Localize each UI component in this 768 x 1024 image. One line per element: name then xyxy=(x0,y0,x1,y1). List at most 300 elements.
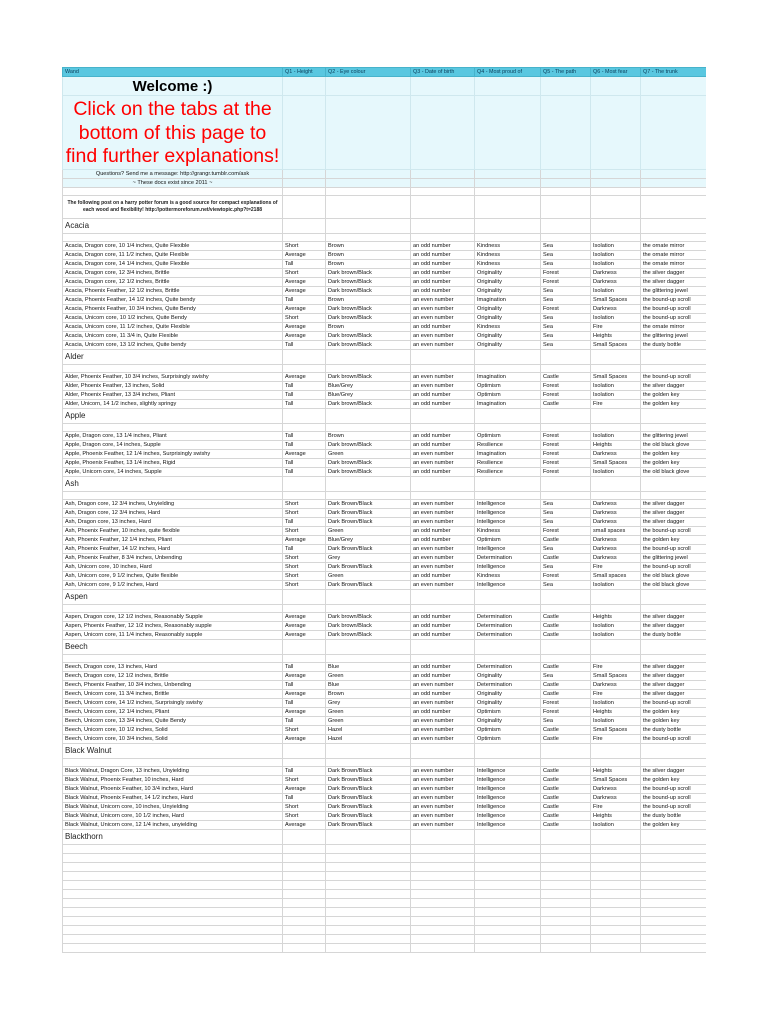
empty-cell[interactable] xyxy=(475,871,541,880)
empty-cell[interactable] xyxy=(283,853,326,862)
wand-cell[interactable]: Aspen, Unicorn core, 11 1/4 inches, Reasonably supple xyxy=(63,630,283,639)
answer-cell[interactable]: the ornate mirror xyxy=(641,259,707,268)
answer-cell[interactable]: Imagination xyxy=(475,372,541,381)
answer-cell[interactable]: Tall xyxy=(283,259,326,268)
answer-cell[interactable]: Green xyxy=(326,449,411,458)
answer-cell[interactable]: Small Spaces xyxy=(591,372,641,381)
empty-cell[interactable] xyxy=(283,862,326,871)
answer-cell[interactable]: Small Spaces xyxy=(591,725,641,734)
empty-cell[interactable] xyxy=(475,943,541,952)
answer-cell[interactable]: an even number xyxy=(411,784,475,793)
answer-cell[interactable]: the golden key xyxy=(641,535,707,544)
answer-cell[interactable]: Heights xyxy=(591,612,641,621)
answer-cell[interactable]: Castle xyxy=(541,535,591,544)
answer-cell[interactable]: an even number xyxy=(411,580,475,589)
empty-cell[interactable] xyxy=(475,654,541,662)
answer-cell[interactable]: Small spaces xyxy=(591,571,641,580)
empty-cell[interactable] xyxy=(591,589,641,604)
answer-cell[interactable]: Dark brown/Black xyxy=(326,268,411,277)
answer-cell[interactable]: Short xyxy=(283,562,326,571)
empty-cell[interactable] xyxy=(641,491,707,499)
answer-cell[interactable]: Short xyxy=(283,802,326,811)
questions-link[interactable]: Questions? Send me a message: http://grangr.tumblr.com/ask xyxy=(63,169,283,178)
answer-cell[interactable]: Isolation xyxy=(591,390,641,399)
wand-cell[interactable]: Apple, Dragon core, 13 1/4 inches, Pliant xyxy=(63,431,283,440)
answer-cell[interactable]: Dark brown/Black xyxy=(326,612,411,621)
answer-cell[interactable]: Darkness xyxy=(591,793,641,802)
empty-cell[interactable] xyxy=(641,916,707,925)
answer-cell[interactable]: Forest xyxy=(541,449,591,458)
answer-cell[interactable]: an even number xyxy=(411,313,475,322)
empty-cell[interactable] xyxy=(326,604,411,612)
empty-cell[interactable] xyxy=(541,844,591,853)
answer-cell[interactable]: Small Spaces xyxy=(591,295,641,304)
empty-cell[interactable] xyxy=(641,589,707,604)
empty-cell[interactable] xyxy=(283,218,326,233)
answer-cell[interactable]: Intelligence xyxy=(475,517,541,526)
answer-cell[interactable]: Forest xyxy=(541,526,591,535)
empty-cell[interactable] xyxy=(411,589,475,604)
empty-cell[interactable] xyxy=(475,889,541,898)
answer-cell[interactable]: Determination xyxy=(475,630,541,639)
wood-heading[interactable]: Acacia xyxy=(63,218,283,233)
empty-cell[interactable] xyxy=(591,925,641,934)
empty-cell[interactable] xyxy=(63,654,283,662)
answer-cell[interactable]: Isolation xyxy=(591,698,641,707)
answer-cell[interactable]: Average xyxy=(283,621,326,630)
answer-cell[interactable]: Average xyxy=(283,689,326,698)
answer-cell[interactable]: Sea xyxy=(541,544,591,553)
answer-cell[interactable]: an even number xyxy=(411,775,475,784)
empty-cell[interactable] xyxy=(591,844,641,853)
answer-cell[interactable]: Darkness xyxy=(591,784,641,793)
empty-cell[interactable] xyxy=(411,907,475,916)
answer-cell[interactable]: Castle xyxy=(541,689,591,698)
answer-cell[interactable]: Optimism xyxy=(475,734,541,743)
answer-cell[interactable]: Tall xyxy=(283,390,326,399)
answer-cell[interactable]: Tall xyxy=(283,716,326,725)
answer-cell[interactable]: Grey xyxy=(326,553,411,562)
empty-cell[interactable] xyxy=(63,853,283,862)
empty-cell[interactable] xyxy=(541,218,591,233)
answer-cell[interactable]: an even number xyxy=(411,381,475,390)
answer-cell[interactable]: Imagination xyxy=(475,399,541,408)
answer-cell[interactable]: an odd number xyxy=(411,630,475,639)
empty-cell[interactable] xyxy=(475,639,541,654)
answer-cell[interactable]: Intelligence xyxy=(475,784,541,793)
empty-cell[interactable] xyxy=(541,907,591,916)
answer-cell[interactable]: Intelligence xyxy=(475,508,541,517)
answer-cell[interactable]: the silver dagger xyxy=(641,381,707,390)
answer-cell[interactable]: Kindness xyxy=(475,571,541,580)
empty-cell[interactable] xyxy=(591,898,641,907)
empty-cell[interactable] xyxy=(411,889,475,898)
empty-cell[interactable] xyxy=(541,862,591,871)
answer-cell[interactable]: Hazel xyxy=(326,734,411,743)
answer-cell[interactable]: Average xyxy=(283,372,326,381)
answer-cell[interactable]: Imagination xyxy=(475,449,541,458)
answer-cell[interactable]: Determination xyxy=(475,621,541,630)
answer-cell[interactable]: Brown xyxy=(326,295,411,304)
empty-cell[interactable] xyxy=(283,898,326,907)
empty-cell[interactable] xyxy=(591,476,641,491)
answer-cell[interactable]: Sea xyxy=(541,250,591,259)
answer-cell[interactable]: Darkness xyxy=(591,553,641,562)
empty-cell[interactable] xyxy=(283,491,326,499)
empty-cell[interactable] xyxy=(475,844,541,853)
wand-cell[interactable]: Alder, Unicorn, 14 1/2 inches, slightly springy xyxy=(63,399,283,408)
answer-cell[interactable]: Forest xyxy=(541,431,591,440)
wand-cell[interactable]: Ash, Dragon core, 13 inches, Hard xyxy=(63,517,283,526)
answer-cell[interactable]: Castle xyxy=(541,630,591,639)
empty-cell[interactable] xyxy=(63,934,283,943)
answer-cell[interactable]: Darkness xyxy=(591,544,641,553)
empty-cell[interactable] xyxy=(641,233,707,241)
answer-cell[interactable]: an odd number xyxy=(411,431,475,440)
answer-cell[interactable]: Kindness xyxy=(475,526,541,535)
answer-cell[interactable]: Tall xyxy=(283,458,326,467)
empty-cell[interactable] xyxy=(326,423,411,431)
answer-cell[interactable]: Forest xyxy=(541,381,591,390)
answer-cell[interactable]: the glittering jewel xyxy=(641,286,707,295)
empty-cell[interactable] xyxy=(411,233,475,241)
wand-cell[interactable]: Apple, Unicorn core, 14 inches, Supple xyxy=(63,467,283,476)
answer-cell[interactable]: Tall xyxy=(283,295,326,304)
answer-cell[interactable]: the dusty bottle xyxy=(641,340,707,349)
header-q1[interactable]: Q1 - Height xyxy=(283,68,326,77)
wand-cell[interactable]: Ash, Phoenix Feather, 12 1/4 inches, Pliant xyxy=(63,535,283,544)
answer-cell[interactable]: Forest xyxy=(541,268,591,277)
empty-cell[interactable] xyxy=(641,943,707,952)
answer-cell[interactable]: an even number xyxy=(411,734,475,743)
answer-cell[interactable]: Forest xyxy=(541,698,591,707)
empty-cell[interactable] xyxy=(326,889,411,898)
empty-cell[interactable] xyxy=(326,916,411,925)
empty-cell[interactable] xyxy=(326,408,411,423)
wand-cell[interactable]: Alder, Phoenix Feather, 10 3/4 inches, Surprisingly swishy xyxy=(63,372,283,381)
answer-cell[interactable]: the glittering jewel xyxy=(641,431,707,440)
answer-cell[interactable]: Sea xyxy=(541,340,591,349)
empty-cell[interactable] xyxy=(283,907,326,916)
answer-cell[interactable]: the ornate mirror xyxy=(641,250,707,259)
answer-cell[interactable]: Dark brown/Black xyxy=(326,399,411,408)
empty-cell[interactable] xyxy=(63,491,283,499)
answer-cell[interactable]: Kindness xyxy=(475,259,541,268)
empty-cell[interactable] xyxy=(283,654,326,662)
wand-cell[interactable]: Beech, Unicorn core, 12 1/4 inches, Pliant xyxy=(63,707,283,716)
wood-heading[interactable]: Black Walnut xyxy=(63,743,283,758)
answer-cell[interactable]: Small Spaces xyxy=(591,775,641,784)
answer-cell[interactable]: Fire xyxy=(591,734,641,743)
answer-cell[interactable]: Average xyxy=(283,449,326,458)
empty-cell[interactable] xyxy=(326,589,411,604)
empty-cell[interactable] xyxy=(475,880,541,889)
answer-cell[interactable]: Originality xyxy=(475,671,541,680)
answer-cell[interactable]: Short xyxy=(283,508,326,517)
answer-cell[interactable]: Castle xyxy=(541,811,591,820)
wand-cell[interactable]: Beech, Unicorn core, 10 3/4 inches, Solid xyxy=(63,734,283,743)
answer-cell[interactable]: Short xyxy=(283,499,326,508)
empty-cell[interactable] xyxy=(326,934,411,943)
answer-cell[interactable]: Tall xyxy=(283,467,326,476)
answer-cell[interactable]: an odd number xyxy=(411,571,475,580)
wand-cell[interactable]: Apple, Phoenix Feather, 12 1/4 inches, Surprisingly swishy xyxy=(63,449,283,458)
empty-cell[interactable] xyxy=(475,829,541,844)
answer-cell[interactable]: an even number xyxy=(411,553,475,562)
empty-cell[interactable] xyxy=(475,476,541,491)
empty-cell[interactable] xyxy=(541,604,591,612)
answer-cell[interactable]: the silver dagger xyxy=(641,621,707,630)
header-q2[interactable]: Q2 - Eye colour xyxy=(326,68,411,77)
answer-cell[interactable]: Brown xyxy=(326,259,411,268)
answer-cell[interactable]: Average xyxy=(283,322,326,331)
empty-cell[interactable] xyxy=(591,364,641,372)
answer-cell[interactable]: Originality xyxy=(475,313,541,322)
answer-cell[interactable]: Short xyxy=(283,313,326,322)
answer-cell[interactable]: Forest xyxy=(541,458,591,467)
wand-cell[interactable]: Ash, Phoenix Feather, 10 inches, quite flexible xyxy=(63,526,283,535)
answer-cell[interactable]: Tall xyxy=(283,517,326,526)
answer-cell[interactable]: the old black glove xyxy=(641,571,707,580)
answer-cell[interactable]: Castle xyxy=(541,399,591,408)
empty-cell[interactable] xyxy=(475,934,541,943)
empty-cell[interactable] xyxy=(411,943,475,952)
wand-cell[interactable]: Black Walnut, Unicorn core, 12 1/4 inches, unyielding xyxy=(63,820,283,829)
answer-cell[interactable]: Kindness xyxy=(475,322,541,331)
empty-cell[interactable] xyxy=(411,758,475,766)
answer-cell[interactable]: Grey xyxy=(326,698,411,707)
answer-cell[interactable]: Fire xyxy=(591,322,641,331)
answer-cell[interactable]: Sea xyxy=(541,517,591,526)
empty-cell[interactable] xyxy=(326,925,411,934)
empty-cell[interactable] xyxy=(326,476,411,491)
answer-cell[interactable]: Intelligence xyxy=(475,811,541,820)
empty-cell[interactable] xyxy=(541,871,591,880)
answer-cell[interactable]: the glittering jewel xyxy=(641,553,707,562)
empty-cell[interactable] xyxy=(641,476,707,491)
answer-cell[interactable]: Sea xyxy=(541,259,591,268)
answer-cell[interactable]: Dark Brown/Black xyxy=(326,544,411,553)
answer-cell[interactable]: the old black glove xyxy=(641,467,707,476)
empty-cell[interactable] xyxy=(475,491,541,499)
answer-cell[interactable]: Originality xyxy=(475,304,541,313)
empty-cell[interactable] xyxy=(475,233,541,241)
answer-cell[interactable]: Heights xyxy=(591,707,641,716)
wand-cell[interactable]: Alder, Phoenix Feather, 13 inches, Solid xyxy=(63,381,283,390)
answer-cell[interactable]: Isolation xyxy=(591,820,641,829)
answer-cell[interactable]: Originality xyxy=(475,268,541,277)
answer-cell[interactable]: an even number xyxy=(411,517,475,526)
answer-cell[interactable]: Isolation xyxy=(591,716,641,725)
answer-cell[interactable]: Dark Brown/Black xyxy=(326,766,411,775)
wand-cell[interactable]: Acacia, Dragon core, 14 1/4 inches, Quite Flexible xyxy=(63,259,283,268)
empty-cell[interactable] xyxy=(641,604,707,612)
answer-cell[interactable]: Dark brown/Black xyxy=(326,277,411,286)
empty-cell[interactable] xyxy=(541,898,591,907)
answer-cell[interactable]: small spaces xyxy=(591,526,641,535)
answer-cell[interactable]: Dark Brown/Black xyxy=(326,499,411,508)
answer-cell[interactable]: an even number xyxy=(411,716,475,725)
empty-cell[interactable] xyxy=(63,423,283,431)
answer-cell[interactable]: an odd number xyxy=(411,526,475,535)
empty-cell[interactable] xyxy=(283,943,326,952)
answer-cell[interactable]: Average xyxy=(283,331,326,340)
answer-cell[interactable]: Green xyxy=(326,671,411,680)
answer-cell[interactable]: Short xyxy=(283,241,326,250)
answer-cell[interactable]: Dark Brown/Black xyxy=(326,508,411,517)
answer-cell[interactable]: the golden key xyxy=(641,399,707,408)
empty-cell[interactable] xyxy=(591,889,641,898)
answer-cell[interactable]: an odd number xyxy=(411,467,475,476)
empty-cell[interactable] xyxy=(641,898,707,907)
answer-cell[interactable]: an even number xyxy=(411,793,475,802)
wand-cell[interactable]: Alder, Phoenix Feather, 13 3/4 inches, Pliant xyxy=(63,390,283,399)
answer-cell[interactable]: Intelligence xyxy=(475,766,541,775)
answer-cell[interactable]: an odd number xyxy=(411,268,475,277)
answer-cell[interactable]: Castle xyxy=(541,372,591,381)
empty-cell[interactable] xyxy=(541,639,591,654)
answer-cell[interactable]: Average xyxy=(283,671,326,680)
answer-cell[interactable]: Resilience xyxy=(475,458,541,467)
wand-cell[interactable]: Acacia, Dragon core, 11 1/2 inches, Quite Flexible xyxy=(63,250,283,259)
wood-heading[interactable]: Aspen xyxy=(63,589,283,604)
answer-cell[interactable]: Small Spaces xyxy=(591,671,641,680)
answer-cell[interactable]: Forest xyxy=(541,571,591,580)
answer-cell[interactable]: the golden key xyxy=(641,458,707,467)
empty-cell[interactable] xyxy=(541,476,591,491)
empty-cell[interactable] xyxy=(283,829,326,844)
wand-cell[interactable]: Beech, Dragon core, 12 1/2 inches, Brittle xyxy=(63,671,283,680)
answer-cell[interactable]: Castle xyxy=(541,725,591,734)
answer-cell[interactable]: Intelligence xyxy=(475,793,541,802)
empty-cell[interactable] xyxy=(326,639,411,654)
empty-cell[interactable] xyxy=(411,654,475,662)
answer-cell[interactable]: the silver dagger xyxy=(641,689,707,698)
answer-cell[interactable]: Isolation xyxy=(591,621,641,630)
wand-cell[interactable]: Acacia, Dragon core, 12 3/4 inches, Brittle xyxy=(63,268,283,277)
empty-cell[interactable] xyxy=(641,743,707,758)
answer-cell[interactable]: Castle xyxy=(541,802,591,811)
answer-cell[interactable]: Brown xyxy=(326,250,411,259)
answer-cell[interactable]: Kindness xyxy=(475,241,541,250)
answer-cell[interactable]: Dark brown/Black xyxy=(326,313,411,322)
answer-cell[interactable]: Tall xyxy=(283,662,326,671)
answer-cell[interactable]: an even number xyxy=(411,544,475,553)
answer-cell[interactable]: Castle xyxy=(541,734,591,743)
answer-cell[interactable]: an even number xyxy=(411,811,475,820)
answer-cell[interactable]: Dark brown/Black xyxy=(326,304,411,313)
answer-cell[interactable]: the silver dagger xyxy=(641,277,707,286)
empty-cell[interactable] xyxy=(283,743,326,758)
answer-cell[interactable]: Darkness xyxy=(591,268,641,277)
answer-cell[interactable]: an odd number xyxy=(411,286,475,295)
answer-cell[interactable]: Tall xyxy=(283,680,326,689)
empty-cell[interactable] xyxy=(63,916,283,925)
answer-cell[interactable]: the bound-up scroll xyxy=(641,372,707,381)
empty-cell[interactable] xyxy=(411,925,475,934)
empty-cell[interactable] xyxy=(411,408,475,423)
answer-cell[interactable]: Darkness xyxy=(591,680,641,689)
answer-cell[interactable]: an odd number xyxy=(411,259,475,268)
empty-cell[interactable] xyxy=(591,218,641,233)
answer-cell[interactable]: the dusty bottle xyxy=(641,630,707,639)
answer-cell[interactable]: Sea xyxy=(541,508,591,517)
answer-cell[interactable]: Forest xyxy=(541,440,591,449)
empty-cell[interactable] xyxy=(641,934,707,943)
empty-cell[interactable] xyxy=(411,871,475,880)
answer-cell[interactable]: Sea xyxy=(541,716,591,725)
empty-cell[interactable] xyxy=(475,853,541,862)
empty-cell[interactable] xyxy=(541,349,591,364)
empty-cell[interactable] xyxy=(411,829,475,844)
answer-cell[interactable]: Intelligence xyxy=(475,775,541,784)
empty-cell[interactable] xyxy=(411,639,475,654)
wand-cell[interactable]: Black Walnut, Unicorn core, 10 1/2 inches, Hard xyxy=(63,811,283,820)
answer-cell[interactable]: Forest xyxy=(541,390,591,399)
empty-cell[interactable] xyxy=(641,349,707,364)
answer-cell[interactable]: Dark brown/Black xyxy=(326,340,411,349)
empty-cell[interactable] xyxy=(641,907,707,916)
empty-cell[interactable] xyxy=(541,934,591,943)
empty-cell[interactable] xyxy=(326,654,411,662)
answer-cell[interactable]: Determination xyxy=(475,680,541,689)
answer-cell[interactable]: Intelligence xyxy=(475,562,541,571)
wand-cell[interactable]: Acacia, Unicorn core, 13 1/2 inches, Quite bendy xyxy=(63,340,283,349)
answer-cell[interactable]: Short xyxy=(283,580,326,589)
answer-cell[interactable]: an even number xyxy=(411,304,475,313)
empty-cell[interactable] xyxy=(591,829,641,844)
answer-cell[interactable]: the bound-up scroll xyxy=(641,793,707,802)
answer-cell[interactable]: Tall xyxy=(283,399,326,408)
empty-cell[interactable] xyxy=(591,871,641,880)
empty-cell[interactable] xyxy=(591,880,641,889)
answer-cell[interactable]: an odd number xyxy=(411,277,475,286)
answer-cell[interactable]: an odd number xyxy=(411,621,475,630)
answer-cell[interactable]: Green xyxy=(326,707,411,716)
answer-cell[interactable]: Optimism xyxy=(475,725,541,734)
answer-cell[interactable]: the golden key xyxy=(641,716,707,725)
answer-cell[interactable]: Heights xyxy=(591,440,641,449)
answer-cell[interactable]: Tall xyxy=(283,381,326,390)
wand-cell[interactable]: Ash, Unicorn core, 9 1/2 inches, Quite flexible xyxy=(63,571,283,580)
answer-cell[interactable]: an even number xyxy=(411,766,475,775)
empty-cell[interactable] xyxy=(475,218,541,233)
answer-cell[interactable]: the old black glove xyxy=(641,580,707,589)
answer-cell[interactable]: Sea xyxy=(541,313,591,322)
answer-cell[interactable]: Determination xyxy=(475,662,541,671)
empty-cell[interactable] xyxy=(641,639,707,654)
wand-cell[interactable]: Ash, Unicorn core, 9 1/2 inches, Hard xyxy=(63,580,283,589)
wand-cell[interactable]: Acacia, Phoenix Feather, 10 3/4 inches, Quite Bendy xyxy=(63,304,283,313)
empty-cell[interactable] xyxy=(591,916,641,925)
answer-cell[interactable]: the golden key xyxy=(641,820,707,829)
answer-cell[interactable]: Short xyxy=(283,553,326,562)
empty-cell[interactable] xyxy=(283,408,326,423)
answer-cell[interactable]: an odd number xyxy=(411,662,475,671)
header-wand[interactable]: Wand xyxy=(63,68,283,77)
answer-cell[interactable]: Tall xyxy=(283,431,326,440)
answer-cell[interactable]: an even number xyxy=(411,562,475,571)
answer-cell[interactable]: Originality xyxy=(475,286,541,295)
answer-cell[interactable]: the bound-up scroll xyxy=(641,562,707,571)
answer-cell[interactable]: Originality xyxy=(475,716,541,725)
empty-cell[interactable] xyxy=(326,871,411,880)
empty-cell[interactable] xyxy=(591,943,641,952)
empty-cell[interactable] xyxy=(541,423,591,431)
answer-cell[interactable]: Darkness xyxy=(591,517,641,526)
answer-cell[interactable]: Dark brown/Black xyxy=(326,331,411,340)
wand-cell[interactable]: Acacia, Unicorn core, 11 1/2 inches, Quite Flexible xyxy=(63,322,283,331)
